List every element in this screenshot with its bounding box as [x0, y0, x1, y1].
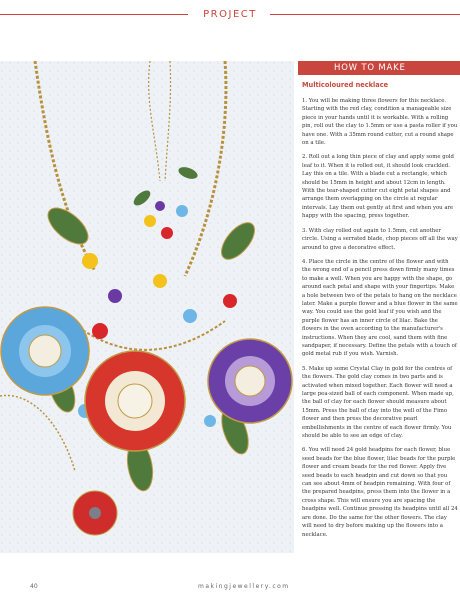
necklace-photo	[0, 61, 294, 553]
website-footer: makingjewellery.com	[198, 583, 290, 590]
step-6: 6. You will need 24 gold headpins for each flower, blue seed beads for the blue flower, lilac beads for the purple flower and cream beads for the red flower. Apply five seed beads to each headpin and cut down so that you can see about 4mm of headpin remaining. With four of the prepared headpins, press them into the flower in a cross shape. This will ensure you are spacing the headpins well. Continue pressing its headpins until all 24 are done. Do the same for the other flowers. The clay will need to dry before making up the flowers into a necklace.	[302, 447, 458, 538]
header-rule-right	[270, 14, 460, 15]
project-subtitle: Multicoloured necklace	[302, 81, 389, 89]
header-rule-left	[0, 14, 188, 15]
instructions-column	[302, 79, 458, 545]
section-label: PROJECT	[195, 9, 265, 20]
step-3: 3. With clay rolled out again to 1.5mm, cut another circle. Using a serrated blade, chop pieces off all the way around to give a decorative effect.	[302, 227, 458, 251]
step-1: 1. You will be making three flowers for this necklace. Starting with the red clay, condition a manageable size piece in your hands until it is workable. With a rolling pin, roll out the clay to 1.5mm or use a pasta roller if you have one. With a 35mm round cutter, cut a round shape on a tile.	[302, 98, 458, 147]
step-5: 5. Make up some Crystal Clay in gold for the centres of the flowers. The gold clay comes in two parts and is activated when mixed together. Each flower will need a large pea-sized ball of each component. When made up, the ball of clay for each flower should measure about 15mm. Press the ball of clay into the well of the Fimo flower and then press the decorative pearl embellishments in the centre of each flower firmly. You should be able to see an edge of clay.	[302, 365, 454, 440]
step-4: 4. Place the circle in the centre of the flower and with the wrong end of a pencil press down firmly many times to make a well. When you are happy with the shape, go around each petal and shape with your fingertips. Make a hole between two of the petals to hang on the necklace later. Make a purple flower and a blue flower in the same way. You could use the gold leaf if you wish and the purple flower has an inner circle of lilac. Bake the flowers in the oven according to the manufacturer's instructions. When they are cool, sand them with fine sandpaper, if necessary. Define the petals with a touch of gold metal rub if you wish. Varnish.	[302, 258, 458, 358]
section-header	[0, 0, 460, 28]
step-2: 2. Roll out a long thin piece of clay and apply some gold leaf to it. When it is rolled out, it should look crackled. Lay this on a tile. With a blade cut a rectangle, which should be 15mm in height and about 12cm in length. With the tear-shaped cutter cut eight petal shapes and arrange them overlapping on the circle at regular intervals. Lay them out gently at first and when you are happy with the spacing, press together.	[302, 154, 454, 220]
page-number: 40	[30, 583, 38, 590]
how-to-make-banner: HOW TO MAKE	[298, 61, 460, 75]
